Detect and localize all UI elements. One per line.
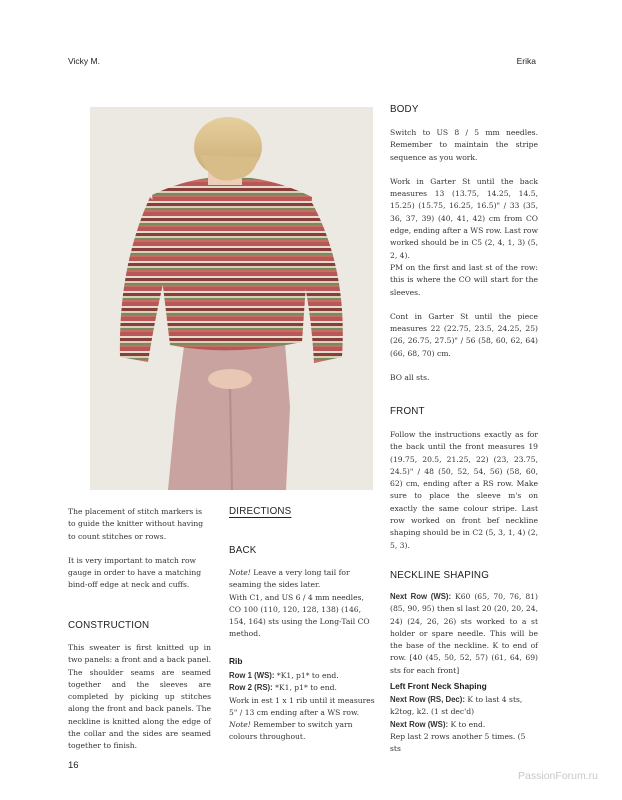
pattern-name: Erika (516, 56, 536, 66)
body-paragraph-1: Switch to US 8 / 5 mm needles. Remember to maintain the stripe sequence as you work. (390, 128, 538, 162)
back-cast-on-text: With C1, and US 6 / 4 mm needles, CO 100 (110, 120, 128, 138) (146, 154, 164) sts using the Long-Tail CO method. (229, 592, 370, 639)
row2-label: Row 2 (RS): (229, 683, 273, 693)
photo-icon (90, 107, 373, 490)
neckline-shaping-text (390, 591, 538, 677)
body-heading: BODY (390, 104, 419, 115)
rib-text: Work in est 1 x 1 rib until it measures 5" / 13 cm ending after a WS row. (229, 695, 375, 717)
neckline-shaping-heading: NECKLINE SHAPING (390, 570, 490, 581)
construction-text: This sweater is first knitted up in two panels: a front and a back panel. The shoulder seams are seamed together and the sleeves are completed by picking up stitches along the front and back panels. The neckline is knitted along the edge of the collar and the sides are seamed together to finish. (68, 643, 211, 751)
body-paragraph-3: PM on the first and last st of the row: this is where the CO will start for the sleeves. (390, 262, 538, 297)
back-note: Leave a very long tail for seaming the sides later. (229, 568, 350, 590)
front-text: Follow the instructions exactly as for the back until the front measures 19 (19.75, 20.5, 21.25, 22) (23, 23.75, 24.5)" / 48 (50, 52, 54, 56) (58, 60, 62) cm, ending after a RS row. Make sure to place the sleeve m's on exactly the same colour stripe. Last row worked on front bef neckline shaping should be in C2 (5, 3, 1, 4) (2, 5, 3). (390, 430, 538, 550)
body-paragraph-5: BO all sts. (390, 373, 430, 383)
construction-heading: CONSTRUCTION (68, 620, 150, 631)
back-section (229, 567, 376, 641)
intro-paragraph-2: It is very important to match row gauge in order to have a matching bind-off edge at neck and cuffs. (68, 555, 202, 590)
row1-text: *K1, p1* to end. (274, 671, 339, 680)
note2-label: Note! (229, 720, 251, 730)
body-paragraph-2: Work in Garter St until the back measures 13 (13.75, 14.25, 14.5, 15.25) (15.75, 16.25, 16.5)" / 33 (35, 36, 37, 39) (40, 41, 42) cm from CO edge, ending after a WS row. Last row worked should be in C5 (2, 4, 1, 3) (5, 2, 4). (390, 176, 538, 260)
directions-heading: DIRECTIONS (229, 506, 292, 517)
rib-section (229, 670, 376, 744)
sweater-photo (90, 107, 373, 490)
front-heading: FRONT (390, 406, 425, 417)
next-row-rs-text: K to last 4 sts, k2tog, k2. (1 st dec'd) (390, 695, 523, 717)
repeat-text: Rep last 2 rows another 5 times. (5 sts (390, 731, 526, 754)
next-row-ws-text: K60 (65, 70, 76, 81) (85, 90, 95) then sl last 20 (20, 20, 24, 24) (24, 26, 26) sts worked to a st holder or spare needle. This will be the base of the neckline. K to end of row. [40 (45, 50, 52, 57) (61, 64, 69) sts for each front] (390, 592, 538, 675)
left-front-section (390, 694, 538, 755)
author-name: Vicky M. (68, 56, 100, 66)
page-number: 16 (68, 760, 79, 771)
next-row-rs-label: Next Row (RS, Dec): (390, 695, 465, 704)
next-row-ws2-text: K to end. (448, 719, 486, 729)
note-label: Note! (229, 568, 251, 577)
row2-text: *K1, p1* to end. (272, 683, 337, 693)
rib-heading: Rib (229, 656, 243, 666)
next-row-ws2-label: Next Row (WS): (390, 719, 449, 729)
left-column (68, 506, 211, 604)
body-paragraph-4: Cont in Garter St until the piece measures 22 (22.75, 23.5, 24.25, 25) (26, 26.75, 27.5)" / 56 (58, 60, 62, 64) (66, 68, 70) cm. (390, 311, 538, 358)
intro-paragraph-1: The placement of stitch markers is to guide the knitter without having to count stitches or rows. (68, 507, 204, 541)
back-heading: BACK (229, 545, 257, 556)
next-row-ws-label: Next Row (WS): (390, 592, 452, 601)
watermark: PassionForum.ru (518, 770, 598, 782)
row1-label: Row 1 (WS): (229, 671, 275, 680)
body-section (390, 127, 538, 396)
rib-note: Remember to switch yarn colours throughout. (229, 720, 353, 742)
left-front-neck-shaping-heading: Left Front Neck Shaping (390, 681, 487, 691)
